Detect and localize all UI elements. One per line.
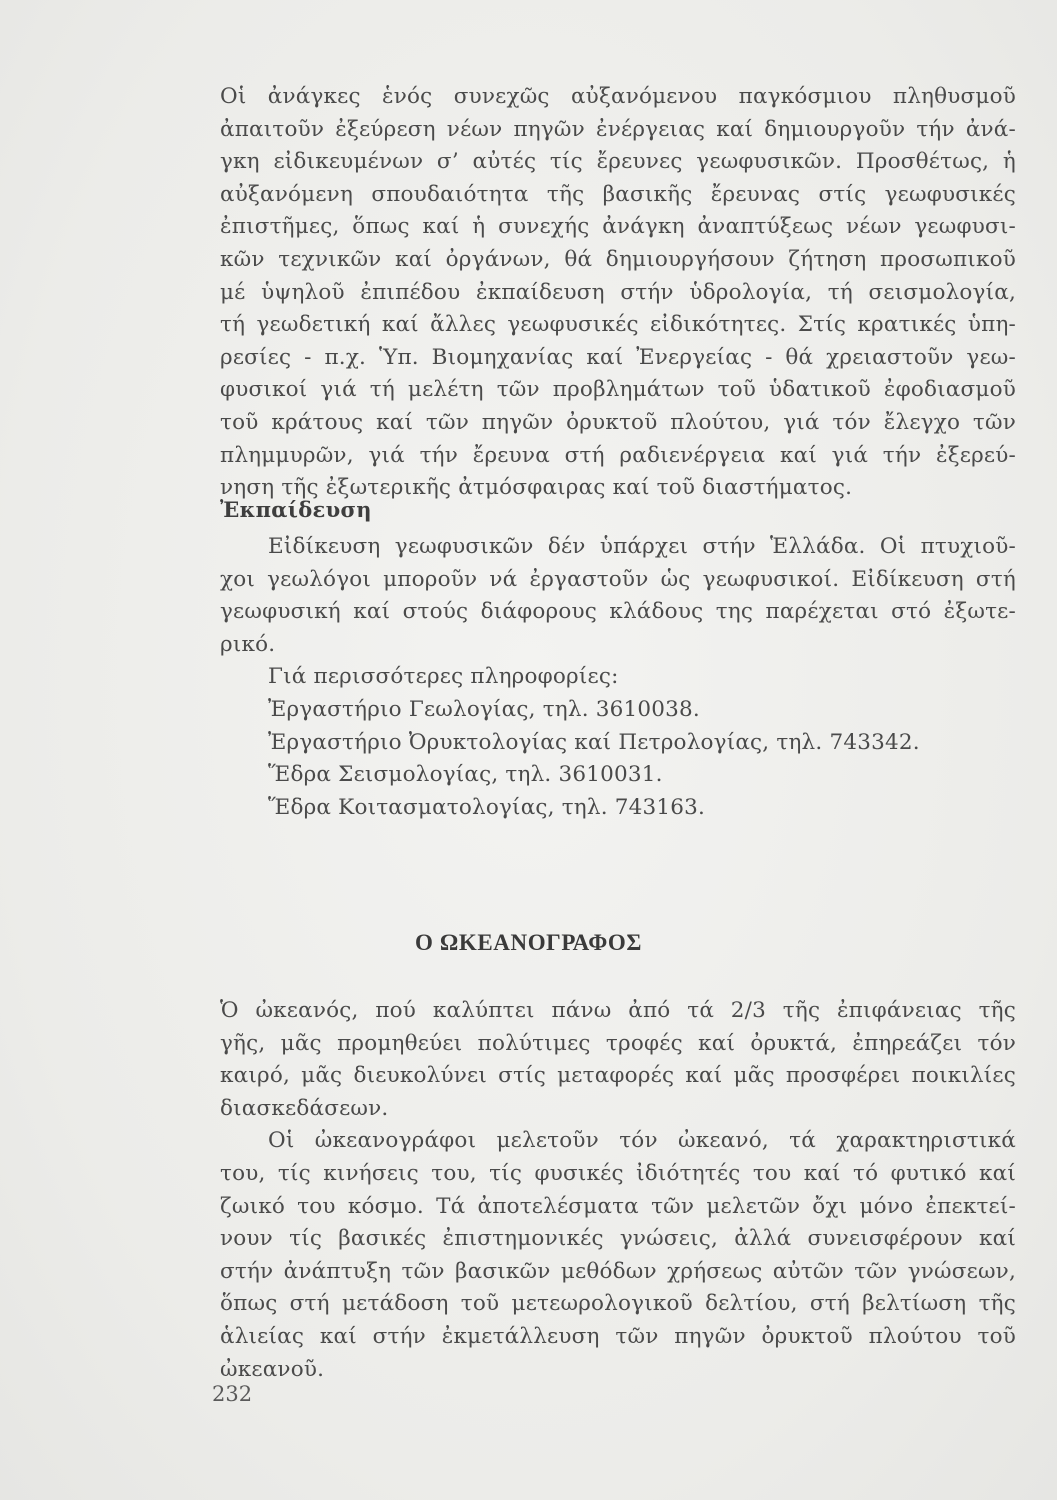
contact-line: Ἕδρα Κοιτασματολογίας, τηλ. 743163.	[268, 794, 706, 820]
text-line: τοῦ κράτους καί τῶν πηγῶν ὀρυκτοῦ πλούτου, γιά τόν ἔλεγχο τῶν	[220, 409, 1016, 435]
text-line: Οἱ ἀνάγκες ἑνός συνεχῶς αὐξανόμενου παγκόσμιου πληθυσμοῦ	[220, 84, 1016, 109]
text-line: νουν τίς βασικές ἐπιστημονικές γνώσεις, ἀλλά συνεισφέρουν καί	[220, 1226, 1016, 1252]
text-line: γεωφυσική καί στούς διάφορους κλάδους της παρέχεται στό ἐξωτε-	[220, 599, 1016, 625]
text-line: ρικό.	[220, 631, 276, 657]
text-line: Ὁ ὠκεανός, πού καλύπτει πάνω ἀπό τά 2/3 τῆς ἐπιφάνειας τῆς	[220, 998, 1016, 1023]
education-paragraph	[220, 531, 1016, 824]
page-number: 232	[212, 1382, 253, 1406]
education-heading: Ἐκπαίδευση	[220, 497, 372, 522]
section-title: Ο ΩΚΕΑΝΟΓΡΑΦΟΣ	[414, 930, 643, 955]
text-line: γῆς, μᾶς προμηθεύει πολύτιμες τροφές καί ὀρυκτά, ἐπηρεάζει τόν	[220, 1030, 1016, 1056]
text-line: Οἱ ὠκεανογράφοι μελετοῦν τόν ὠκεανό, τά χαρακτηριστικά	[268, 1128, 1016, 1154]
info-line: Γιά περισσότερες πληροφορίες:	[268, 664, 619, 690]
text-line: Εἰδίκευση γεωφυσικῶν δέν ὑπάρχει στήν Ἑλλάδα. Οἱ πτυχιοῦ-	[268, 534, 1016, 559]
text-line: ζωικό του κόσμο. Τά ἀποτελέσματα τῶν μελετῶν ὄχι μόνο ἐπεκτεί-	[220, 1193, 1016, 1219]
text-line: στήν ἀνάπτυξη τῶν βασικῶν μεθόδων χρήσεως αὐτῶν τῶν γνώσεων,	[220, 1258, 1016, 1284]
text-line: πλημμυρῶν, γιά τήν ἔρευνα στή ραδιενέργεια καί γιά τήν ἐξερεύ-	[220, 442, 1016, 468]
text-line: γκη εἰδικευμένων σ’ αὐτές τίς ἔρευνες γεωφυσικῶν. Προσθέτως, ἡ	[220, 149, 1016, 175]
text-line: καιρό, μᾶς διευκολύνει στίς μεταφορές καί μᾶς προσφέρει ποικιλίες	[220, 1063, 1016, 1089]
contact-line: Ἐργαστήριο Γεωλογίας, τηλ. 3610038.	[268, 696, 700, 722]
contact-line: Ἕδρα Σεισμολογίας, τηλ. 3610031.	[268, 762, 663, 788]
text-line: μέ ὑψηλοῦ ἐπιπέδου ἐκπαίδευση στήν ὑδρολογία, τή σεισμολογία,	[220, 279, 1016, 305]
text-line: ὅπως στή μετάδοση τοῦ μετεωρολογικοῦ δελτίου, στή βελτίωση τῆς	[220, 1291, 1016, 1317]
text-line: του, τίς κινήσεις του, τίς φυσικές ἰδιότητές του καί τό φυτικό καί	[220, 1160, 1016, 1186]
text-line: ἐπιστῆμες, ὅπως καί ἡ συνεχής ἀνάγκη ἀναπτύξεως νέων γεωφυσι-	[220, 214, 1016, 240]
text-line: ἀπαιτοῦν ἐξεύρεση νέων πηγῶν ἐνέργειας καί δημιουργοῦν τήν ἀνά-	[220, 116, 1016, 142]
text-line: ἁλιείας καί στήν ἐκμετάλλευση τῶν πηγῶν ὀρυκτοῦ πλούτου τοῦ	[220, 1323, 1016, 1349]
text-line: ρεσίες - π.χ. Ὑπ. Βιομηχανίας καί Ἐνεργείας - θά χρειαστοῦν γεω-	[220, 344, 1016, 370]
text-line: τή γεωδετική καί ἄλλες γεωφυσικές εἰδικότητες. Στίς κρατικές ὑπη-	[220, 312, 1016, 338]
text-line: διασκεδάσεων.	[220, 1095, 389, 1121]
text-line: χοι γεωλόγοι μποροῦν νά ἐργαστοῦν ὡς γεωφυσικοί. Εἰδίκευση στή	[220, 566, 1016, 592]
oceanographer-paragraph	[220, 995, 1016, 1386]
text-line: ὠκεανοῦ.	[220, 1356, 325, 1382]
contact-line: Ἐργαστήριο Ὀρυκτολογίας καί Πετρολογίας, τηλ. 743342.	[268, 729, 920, 755]
text-line: κῶν τεχνικῶν καί ὀργάνων, θά δημιουργήσουν ζήτηση προσωπικοῦ	[220, 246, 1016, 272]
intro-paragraph	[220, 81, 1016, 505]
text-line: νηση τῆς ἐξωτερικῆς ἀτμόσφαιρας καί τοῦ διαστήματος.	[220, 475, 853, 501]
text-line: φυσικοί γιά τή μελέτη τῶν προβλημάτων τοῦ ὑδατικοῦ ἐφοδιασμοῦ	[220, 377, 1016, 403]
text-line: αὐξανόμενη σπουδαιότητα τῆς βασικῆς ἔρευνας στίς γεωφυσικές	[220, 181, 1016, 207]
